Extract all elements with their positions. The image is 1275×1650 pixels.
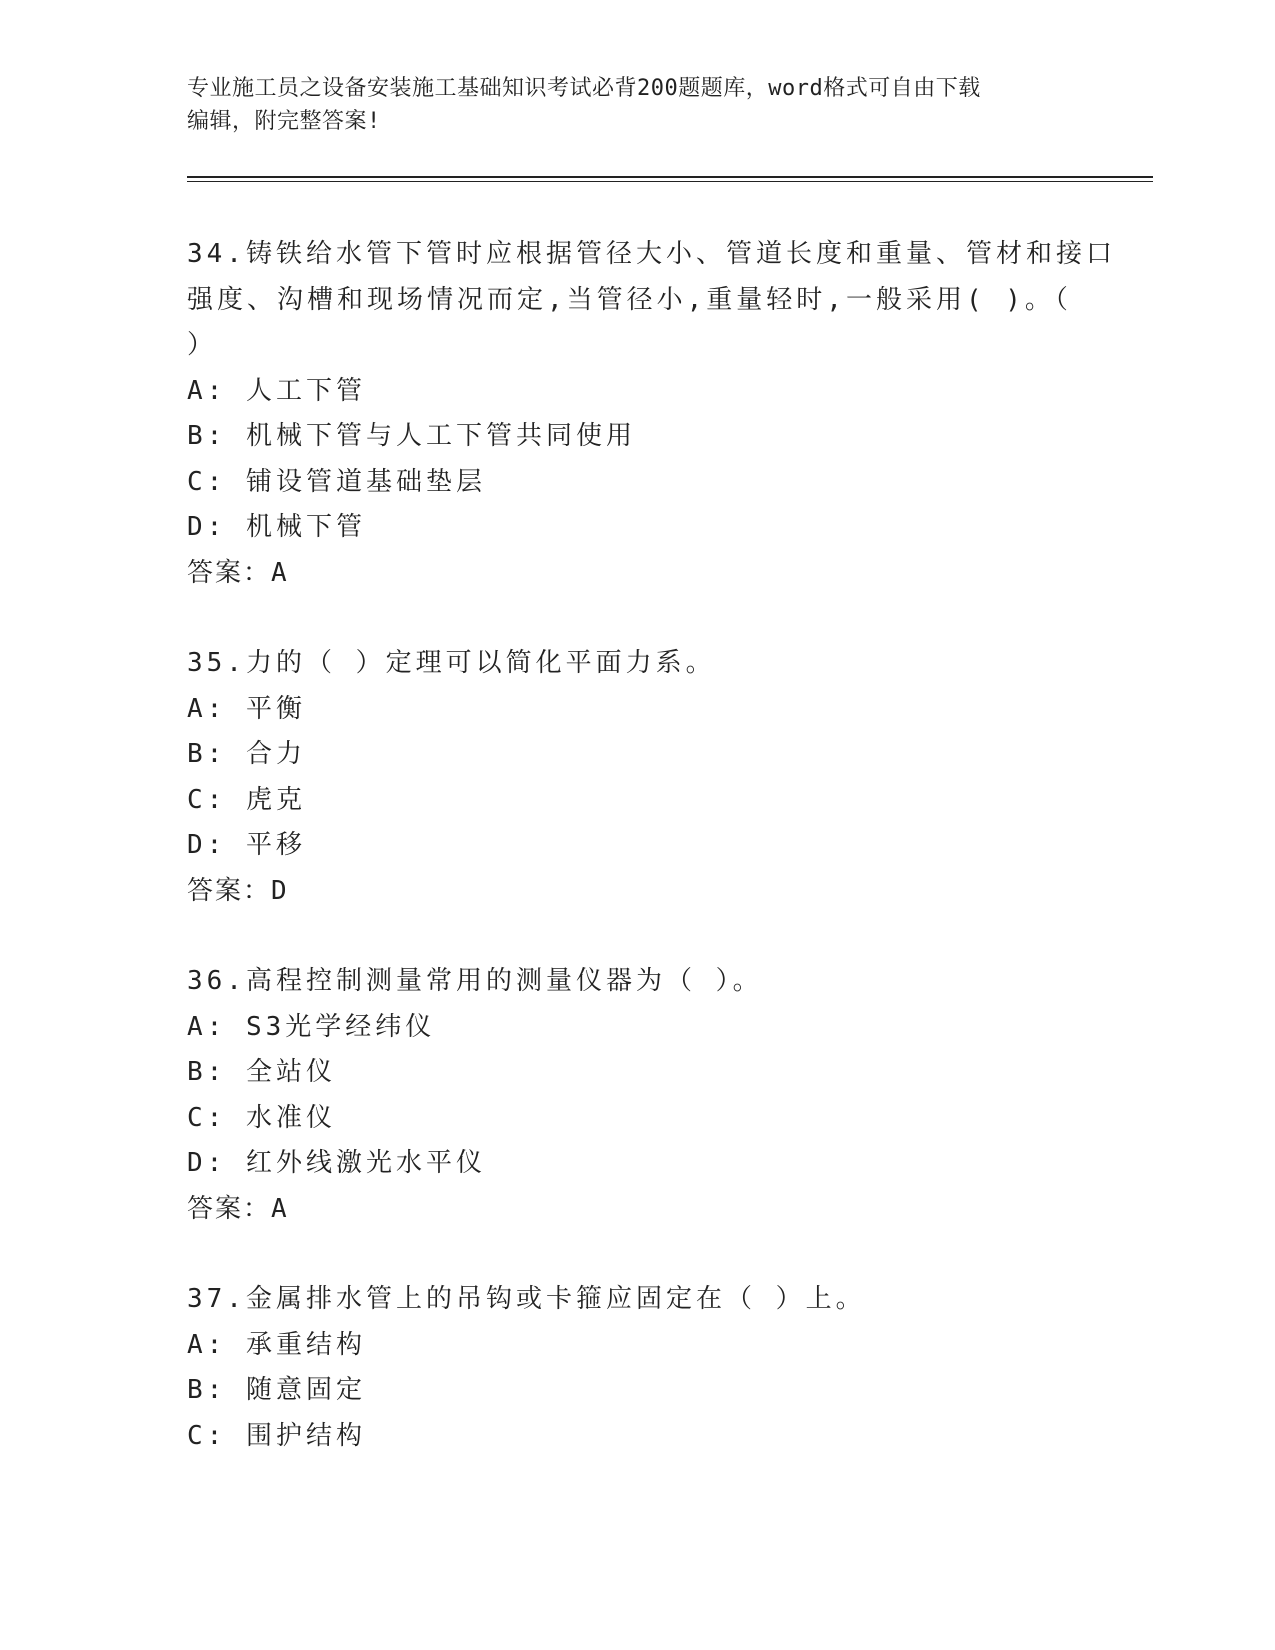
header-title-line-2: 编辑，附完整答案! bbox=[187, 109, 381, 134]
option-d: D: 机械下管 bbox=[187, 512, 366, 542]
option-c: C: 围护结构 bbox=[187, 1420, 366, 1451]
option-c: C: 铺设管道基础垫层 bbox=[187, 466, 486, 497]
option-c: C: 虎克 bbox=[187, 784, 306, 815]
document-header bbox=[187, 72, 1087, 138]
option-b: B: 合力 bbox=[187, 739, 306, 769]
question-36 bbox=[187, 959, 1087, 1232]
answer-label: 答案： bbox=[187, 557, 272, 588]
option-a: A: 平衡 bbox=[187, 693, 306, 724]
question-stem-line: 34.铸铁给水管下管时应根据管径大小、管道长度和重量、管材和接口 bbox=[187, 239, 1116, 269]
option-a: A: 人工下管 bbox=[187, 375, 366, 406]
option-d: D: 红外线激光水平仪 bbox=[187, 1148, 486, 1178]
question-37 bbox=[187, 1277, 1087, 1459]
answer-label: 答案： bbox=[187, 875, 272, 906]
answer-line bbox=[187, 1187, 1087, 1233]
question-34 bbox=[187, 232, 1116, 596]
option-b: B: 机械下管与人工下管共同使用 bbox=[187, 421, 636, 451]
question-stem-line: 36.高程控制测量常用的测量仪器为（ ）。 bbox=[187, 966, 763, 996]
answer-line bbox=[187, 869, 1087, 915]
question-35 bbox=[187, 641, 1087, 914]
option-a: A: 承重结构 bbox=[187, 1329, 366, 1360]
answer-label: 答案： bbox=[187, 1193, 272, 1224]
question-stem-line: 35.力的（ ）定理可以简化平面力系。 bbox=[187, 648, 716, 678]
option-d: D: 平移 bbox=[187, 830, 306, 860]
option-c: C: 水准仪 bbox=[187, 1102, 336, 1133]
option-b: B: 全站仪 bbox=[187, 1057, 336, 1087]
header-title-line-1: 专业施工员之设备安装施工基础知识考试必背200题题库，word格式可自由下载 bbox=[187, 76, 981, 101]
option-b: B: 随意固定 bbox=[187, 1375, 366, 1405]
question-stem-line: ） bbox=[187, 330, 218, 360]
answer-value: D bbox=[271, 875, 287, 906]
answer-line bbox=[187, 551, 1087, 597]
question-stem-line: 强度、沟槽和现场情况而定,当管径小,重量轻时,一般采用( )。（ bbox=[187, 284, 1072, 315]
question-stem-line: 37.金属排水管上的吊钩或卡箍应固定在（ ）上。 bbox=[187, 1284, 866, 1314]
option-a: A: S3光学经纬仪 bbox=[187, 1011, 436, 1042]
question-list bbox=[187, 232, 1116, 1504]
header-divider bbox=[187, 176, 1153, 182]
answer-value: A bbox=[271, 1193, 287, 1224]
answer-value: A bbox=[271, 557, 287, 588]
